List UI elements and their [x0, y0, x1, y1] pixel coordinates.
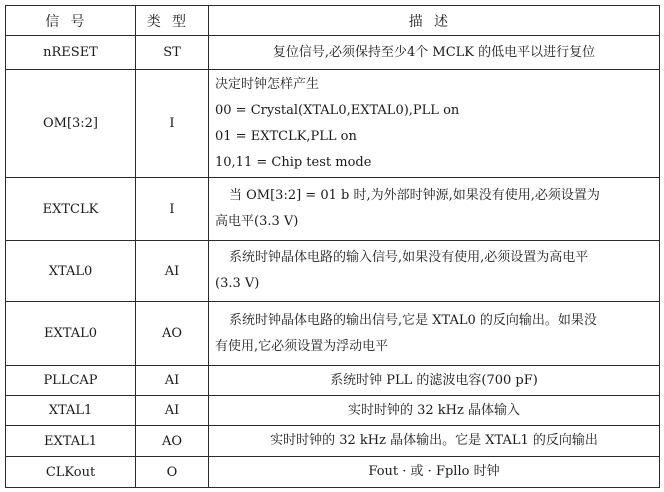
signal-cell: XTAL1 [6, 396, 136, 426]
table-row [6, 241, 660, 302]
signal-table [5, 5, 660, 488]
description-line: 实时时钟的 32 kHz 晶体输出。它是 XTAL1 的反向输出 [270, 433, 598, 448]
type-cell: I [136, 178, 209, 241]
description-line: 高电平(3.3 V) [215, 214, 299, 229]
table-row [6, 426, 660, 457]
type-cell: O [136, 457, 209, 488]
description-cell [209, 396, 660, 426]
signal-cell: EXTCLK [6, 178, 136, 241]
type-cell: ST [136, 36, 209, 70]
description-cell [209, 426, 660, 457]
header-type: 类型 [136, 6, 209, 36]
table-row [6, 178, 660, 241]
type-cell: AO [136, 302, 209, 366]
table-row [6, 457, 660, 488]
table-row [6, 70, 660, 178]
description-line: 实时时钟的 32 kHz 晶体输入 [347, 402, 520, 418]
description-line: 系统时钟晶体电路的输出信号,它是 XTAL0 的反向输出。如果没 [229, 312, 597, 328]
description-line: 决定时钟怎样产生 [215, 76, 320, 92]
description-line: 00 = Crystal(XTAL0,EXTAL0),PLL on [215, 102, 460, 118]
description-line: 有使用,它必须设置为浮动电平 [215, 338, 389, 354]
description-line: 01 = EXTCLK,PLL on [215, 128, 357, 144]
type-cell: AI [136, 396, 209, 426]
description-line: 系统时钟 PLL 的滤波电容(700 pF) [330, 372, 538, 388]
signal-cell: EXTAL0 [6, 302, 136, 366]
type-cell: AI [136, 366, 209, 396]
table-row [6, 366, 660, 396]
signal-cell: nRESET [6, 36, 136, 70]
description-cell [209, 70, 660, 178]
signal-cell: PLLCAP [6, 366, 136, 396]
description-cell [209, 366, 660, 396]
description-cell [209, 178, 660, 241]
type-cell: I [136, 70, 209, 178]
signal-cell: CLKout [6, 457, 136, 488]
signal-cell: OM[3:2] [6, 70, 136, 178]
header-description: 描述 [209, 6, 660, 36]
header-signal: 信号 [6, 6, 136, 36]
description-cell [209, 302, 660, 366]
signal-cell: EXTAL1 [6, 426, 136, 457]
type-cell: AO [136, 426, 209, 457]
description-cell [209, 36, 660, 70]
description-line: Fout · 或 · Fpllo 时钟 [368, 464, 500, 479]
type-cell: AI [136, 241, 209, 302]
table-row [6, 36, 660, 70]
description-line: 10,11 = Chip test mode [215, 154, 372, 170]
description-line: (3.3 V) [215, 276, 260, 291]
description-cell [209, 241, 660, 302]
table-row [6, 396, 660, 426]
description-line: 当 OM[3:2] = 01 b 时,为外部时钟源,如果没有使用,必须设置为 [229, 188, 600, 203]
description-cell [209, 457, 660, 488]
table-row [6, 302, 660, 366]
description-line: 复位信号,必须保持至少4个 MCLK 的低电平以进行复位 [272, 44, 596, 60]
description-line: 系统时钟晶体电路的输入信号,如果没有使用,必须设置为高电平 [229, 250, 589, 265]
header-row [6, 6, 660, 36]
signal-cell: XTAL0 [6, 241, 136, 302]
